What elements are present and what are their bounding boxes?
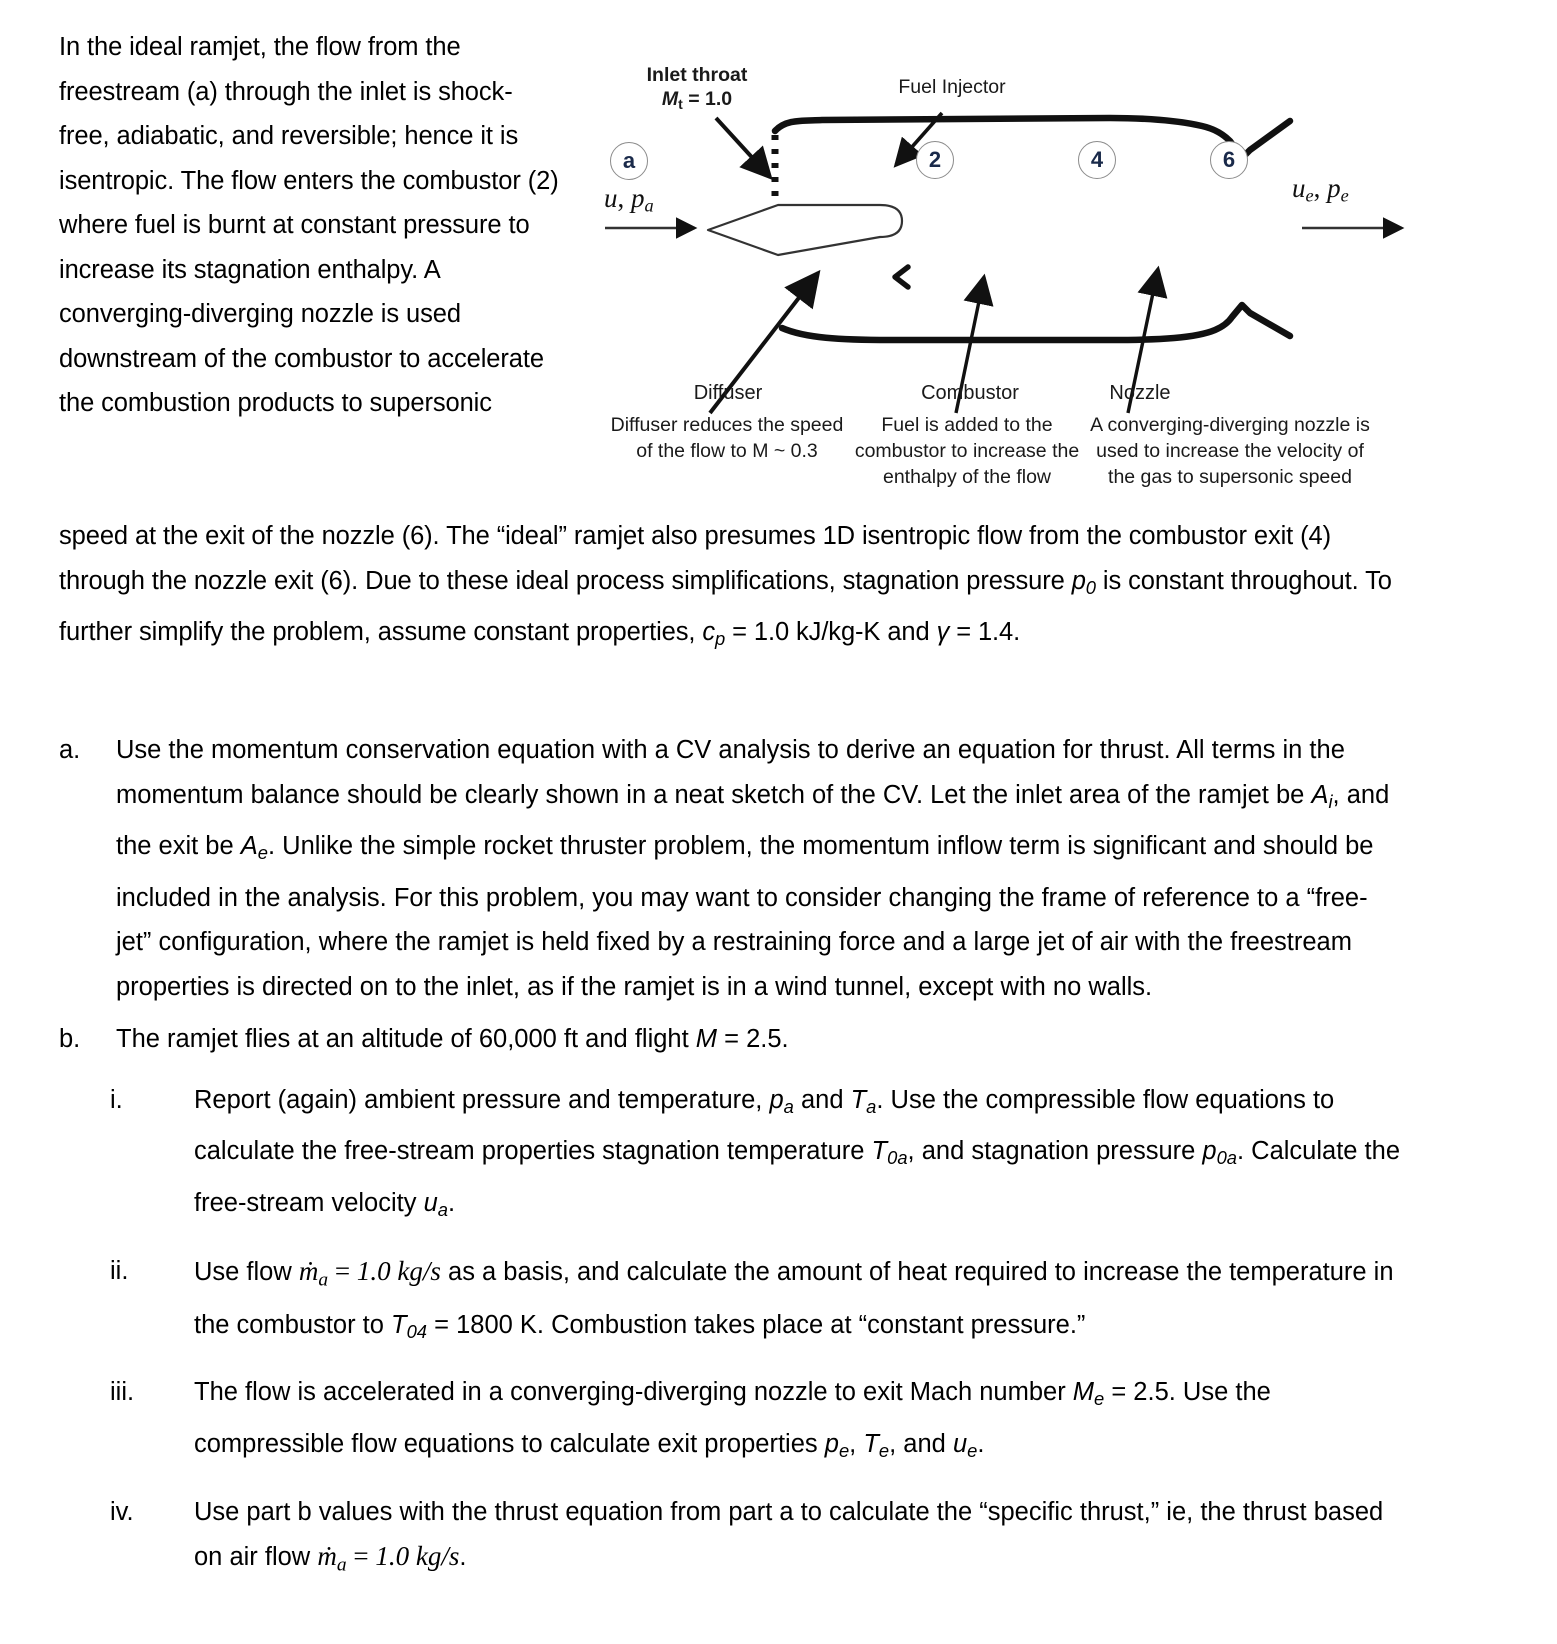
intro-line-1: speed at the exit of the nozzle (6). The — [59, 522, 490, 550]
exit-u-subscript: e — [1305, 185, 1314, 206]
flow-chevron-marker — [895, 267, 908, 287]
question-iv-text-2: . — [459, 1543, 467, 1572]
question-i-text-5: . Calculate the free-stream velocity — [194, 1137, 1401, 1218]
question-i-text-6: . — [447, 1189, 456, 1218]
fuel-injector-label: Fuel Injector — [898, 76, 1006, 98]
question-body-b — [116, 1017, 1399, 1062]
symbol-T04-subscript: 04 — [406, 1320, 428, 1342]
intro-paragraph-continuation — [59, 514, 1414, 662]
inflow-p-subscript: a — [644, 195, 654, 216]
exit-u-symbol: u — [1292, 173, 1306, 203]
mdot-subscript-ii: a — [318, 1269, 329, 1291]
symbol-Ae-subscript: e — [257, 842, 268, 864]
mdot-symbol-ii: ṁ — [298, 1255, 319, 1286]
symbol-pe: p — [824, 1429, 839, 1458]
caption-body-nozzle: A converging-diverging nozzle is used to increase the velocity of the gas to supersonic speed — [1090, 414, 1370, 488]
nacelle-lower-wall — [782, 305, 1290, 340]
question-i-text-1: Report (again) ambient pressure and temperature, — [194, 1085, 770, 1114]
symbol-Ai: A — [1311, 780, 1329, 809]
inlet-throat-pointer-arrow — [716, 118, 770, 177]
question-iv-text-1: Use part b values with the thrust equation from part a to calculate the “specific thrust,” ie, the thrust based on air flow — [194, 1497, 1384, 1572]
question-b-text-1: The ramjet flies at an altitude of 60,000 ft and flight — [116, 1025, 696, 1054]
symbol-gamma: γ — [936, 618, 950, 647]
question-marker-a: a. — [59, 736, 81, 764]
symbol-ue: u — [952, 1429, 968, 1458]
question-marker-iii: iii. — [110, 1378, 135, 1407]
symbol-Me-subscript: e — [1094, 1388, 1105, 1410]
question-marker-ii: ii. — [110, 1256, 129, 1285]
exit-comma: , — [1313, 173, 1328, 203]
question-marker-iv: iv. — [110, 1497, 134, 1526]
inflow-u-symbol: u — [604, 183, 618, 213]
station-marker-4: 4 — [1078, 141, 1116, 179]
inlet-throat-label-text: Inlet throat — [646, 64, 748, 86]
caption-title-nozzle: Nozzle — [1109, 382, 1171, 404]
intro-line-3a: Due to these ideal process simplifications, stagnation pressure — [365, 566, 1072, 595]
station-marker-2: 2 — [916, 141, 954, 179]
question-body-a — [116, 728, 1399, 1009]
question-item-iv — [110, 1490, 1410, 1588]
intro-line-4c: = 1.4. — [949, 618, 1021, 647]
symbol-p0: p — [1071, 566, 1086, 595]
symbol-ua-subscript: a — [437, 1199, 448, 1221]
question-iii-text-5: . — [977, 1429, 985, 1458]
intro-line-3b: is constant throughout. To further — [59, 566, 1392, 647]
symbol-pa-subscript: a — [783, 1095, 794, 1117]
question-item-ii — [110, 1249, 1410, 1355]
symbol-Ae: A — [240, 832, 258, 861]
symbol-Ta-subscript: a — [866, 1095, 877, 1117]
symbol-M: M — [695, 1025, 718, 1054]
question-a-text-3: . Unlike the simple rocket thruster problem, the momentum inflow term is significant and should be included in the analysis. For this problem, you may want to consider changing the frame of reference to a “free-jet” configuration, where the ramjet is held fixed by a restraining force and a large jet of air with the freestream properties is directed on to the inlet, as if the ramjet is in a wind tunnel, except with no walls. — [116, 832, 1374, 1001]
question-body-iii — [194, 1370, 1410, 1473]
station-marker-6: 6 — [1210, 141, 1248, 179]
question-a-text-2: , and the exit be — [116, 780, 1390, 861]
question-iii-text-3: , — [849, 1429, 864, 1458]
question-marker-b: b. — [59, 1025, 81, 1054]
symbol-Ta: T — [850, 1085, 867, 1114]
symbol-Te: T — [863, 1429, 879, 1458]
mass-flow-expression-iv — [317, 1541, 460, 1576]
symbol-T0a: T — [871, 1137, 888, 1166]
symbol-p0-subscript: 0 — [1085, 576, 1096, 598]
caption-title-combustor: Combustor — [921, 382, 1019, 404]
mdot-value-ii: 1.0 kg/s — [356, 1255, 441, 1286]
inflow-properties-label — [604, 183, 654, 217]
symbol-pe-subscript: e — [838, 1440, 850, 1462]
question-ii-text-2: as a basis, and calculate the amount of heat required to increase the temperature in the combustor to — [194, 1257, 1394, 1339]
symbol-Me: M — [1072, 1378, 1095, 1407]
caption-body-diffuser: Diffuser reduces the speed of the flow to M ~ 0.3 — [610, 414, 844, 462]
intro-paragraph-column: In the ideal ramjet, the flow from the freestream (a) through the inlet is shock-free, adiabatic, and reversible; hence it is isentropic. The flow enters the combustor (2) where fuel is burnt at constant pressure to increase its stagnation enthalpy. A converging-diverging nozzle is used downstream of the combustor to accelerate the combustion products to supersonic — [59, 33, 559, 417]
ramjet-schematic-figure — [590, 55, 1420, 488]
symbol-cp-subscript: p — [715, 628, 726, 650]
symbol-T04: T — [391, 1310, 407, 1339]
question-body-i — [194, 1078, 1410, 1233]
question-a-text-1: Use the momentum conservation equation with a CV analysis to derive an equation for thrust. All terms in the momentum balance should be clearly shown in a neat sketch of the CV. Let the inlet area of the ramjet be — [116, 736, 1345, 809]
symbol-ua: u — [423, 1189, 438, 1218]
question-item-iii — [110, 1370, 1410, 1473]
question-item-i — [110, 1078, 1410, 1233]
question-iii-text-4: , and — [889, 1429, 953, 1458]
question-iii-text-1: The flow is accelerated in a converging-diverging nozzle to exit Mach number — [194, 1378, 1073, 1407]
question-item-a — [59, 728, 1399, 1009]
question-i-text-2: and — [793, 1085, 851, 1114]
inlet-throat-mach-value: = 1.0 — [682, 88, 733, 110]
intro-line-4a: simplify the problem, assume constant properties, — [139, 618, 703, 647]
mdot-equals-iv: = — [346, 1541, 376, 1572]
exit-p-subscript: e — [1340, 185, 1349, 206]
question-b-text-2: = 2.5. — [717, 1025, 789, 1054]
symbol-T0a-subscript: 0a — [887, 1147, 908, 1169]
symbol-Ai-subscript: i — [1328, 790, 1333, 812]
question-iii-text-2: = 2.5. Use the compressible flow equations to calculate exit properties — [194, 1378, 1271, 1458]
inlet-throat-mach-symbol: M — [661, 88, 679, 110]
caption-body-combustor: Fuel is added to the combustor to increase the enthalpy of the flow — [854, 414, 1080, 488]
mass-flow-expression-ii — [298, 1255, 441, 1291]
caption-title-diffuser: Diffuser — [693, 382, 763, 404]
symbol-cp: c — [702, 618, 715, 647]
inlet-throat-mach-subscript: t — [678, 95, 683, 112]
intro-line-2: “ideal” ramjet also presumes 1D isentropic flow from the combustor exit (4) through the nozzle exit (6). — [59, 522, 1332, 595]
inlet-centerbody — [708, 205, 902, 255]
question-ii-text-3: = 1800 K. Combustion takes place at “constant pressure.” — [427, 1310, 1086, 1339]
symbol-Te-subscript: e — [878, 1440, 890, 1462]
symbol-p0a-subscript: 0a — [1216, 1147, 1237, 1169]
question-ii-text-1: Use flow — [194, 1257, 299, 1286]
exit-properties-label — [1292, 173, 1349, 207]
symbol-p0a: p — [1202, 1137, 1217, 1166]
mdot-equals-ii: = — [328, 1255, 357, 1286]
mdot-subscript-iv: a — [336, 1554, 347, 1576]
question-i-text-4: , and stagnation pressure — [907, 1137, 1203, 1166]
question-body-ii — [194, 1249, 1410, 1355]
inflow-comma: , — [617, 183, 631, 213]
question-i-text-3: . Use the compressible flow equations to calculate the free-stream properties stagnation temperature — [194, 1085, 1335, 1166]
mdot-value-iv: 1.0 kg/s — [375, 1541, 460, 1572]
intro-line-4b: = 1.0 kJ/kg-K and — [725, 618, 937, 647]
question-marker-i: i. — [110, 1085, 123, 1114]
exit-p-symbol: p — [1327, 173, 1341, 203]
inflow-p-symbol: p — [631, 183, 645, 213]
mdot-symbol-iv: ṁ — [317, 1541, 337, 1572]
question-body-iv — [194, 1490, 1410, 1588]
question-item-b — [59, 1017, 1399, 1062]
question-list — [0, 728, 1557, 1596]
station-marker-a: a — [610, 142, 648, 180]
symbol-pa: p — [769, 1085, 784, 1114]
symbol-ue-subscript: e — [967, 1440, 978, 1462]
inlet-throat-label — [607, 63, 787, 116]
